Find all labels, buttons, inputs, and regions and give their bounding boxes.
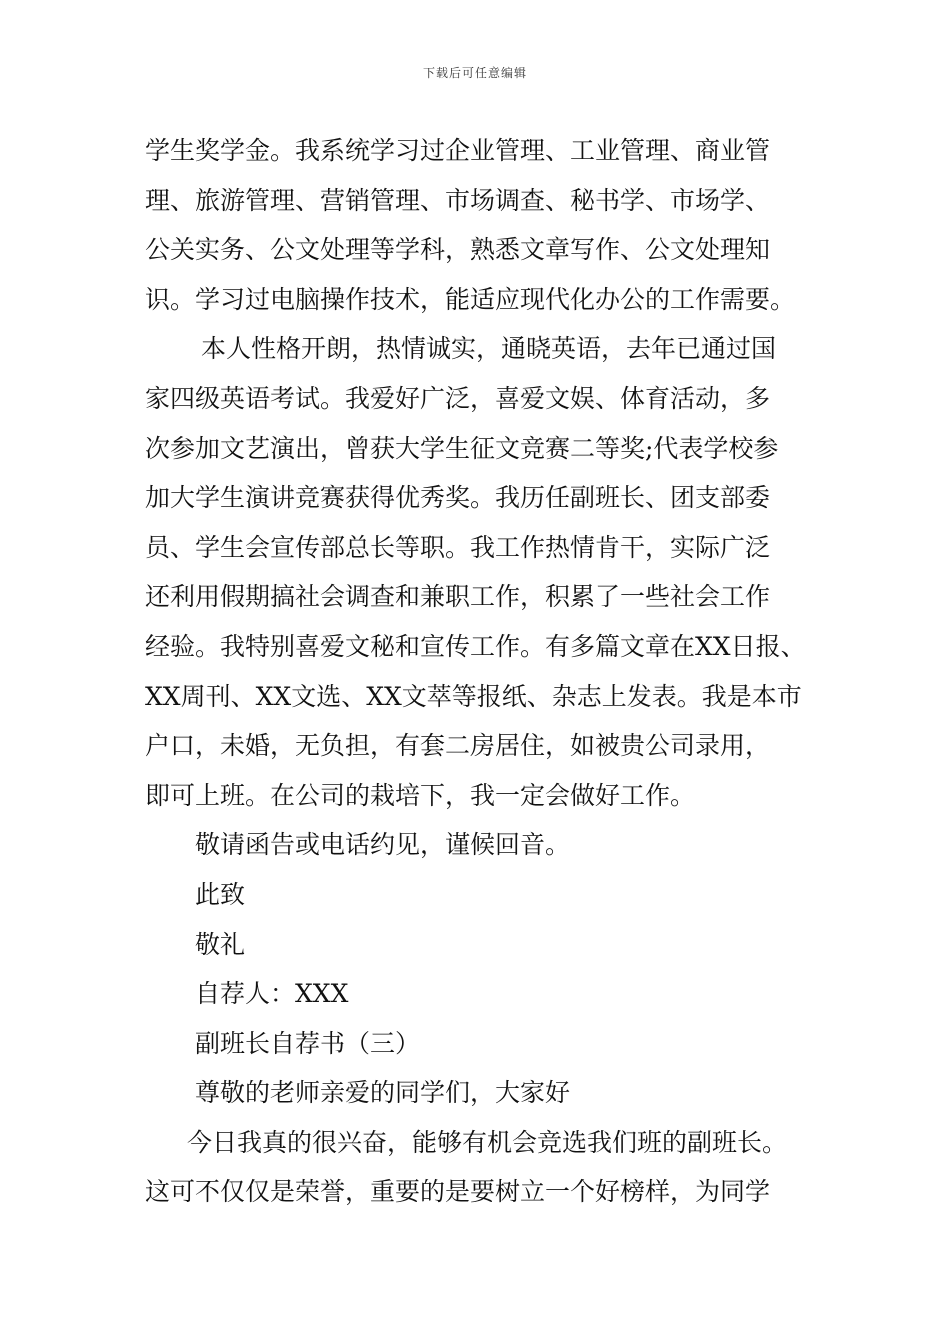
body-line: 这可不仅仅是荣誉，重要的是要树立一个好榜样，为同学 bbox=[145, 1177, 771, 1207]
body-line: 今日我真的很兴奋，能够有机会竞选我们班的副班长。 bbox=[187, 1127, 788, 1157]
body-line: 本人性格开朗，热情诚实，通晓英语，去年已通过国 bbox=[201, 334, 777, 364]
salutation-line: 敬礼 bbox=[195, 929, 246, 959]
body-line: 还利用假期搞社会调查和兼职工作，积累了一些社会工作 bbox=[145, 582, 771, 612]
body-line: 学生奖学金。我系统学习过企业管理、工业管理、商业管 bbox=[145, 136, 771, 165]
greeting-line: 尊敬的老师亲爱的同学们，大家好 bbox=[195, 1078, 571, 1108]
signature-line: 自荐人：XXX bbox=[195, 979, 349, 1009]
body-line: 次参加文艺演出，曾获大学生征文竞赛二等奖;代表学校参 bbox=[145, 433, 779, 463]
salutation-line: 此致 bbox=[195, 879, 246, 909]
section-title: 副班长自荐书（三） bbox=[195, 1028, 421, 1058]
closing-line: 敬请函告或电话约见，谨候回音。 bbox=[195, 830, 571, 860]
body-line: 理、旅游管理、营销管理、市场调查、秘书学、市场学、 bbox=[145, 185, 771, 215]
body-line: XX周刊、XX文选、XX文萃等报纸、杂志上发表。我是本市 bbox=[145, 681, 802, 711]
body-line: 加大学生演讲竞赛获得优秀奖。我历任副班长、团支部委 bbox=[145, 483, 771, 513]
document-body bbox=[145, 126, 835, 1217]
body-line: 户口，未婚，无负担，有套二房居住，如被贵公司录用， bbox=[145, 731, 771, 761]
body-line: 即可上班。在公司的栽培下，我一定会做好工作。 bbox=[145, 780, 696, 810]
body-line: 经验。我特别喜爱文秘和宣传工作。有多篇文章在XX日报、 bbox=[145, 631, 806, 661]
body-line: 家四级英语考试。我爱好广泛，喜爱文娱、体育活动，多 bbox=[145, 383, 771, 413]
body-line: 公关实务、公文处理等学科，熟悉文章写作、公文处理知 bbox=[145, 235, 771, 265]
body-line: 识。学习过电脑操作技术，能适应现代化办公的工作需要。 bbox=[145, 284, 796, 314]
page-header: 下载后可任意编辑 bbox=[422, 66, 527, 80]
body-line: 员、学生会宣传部总长等职。我工作热情肯干，实际广泛 bbox=[145, 532, 771, 562]
